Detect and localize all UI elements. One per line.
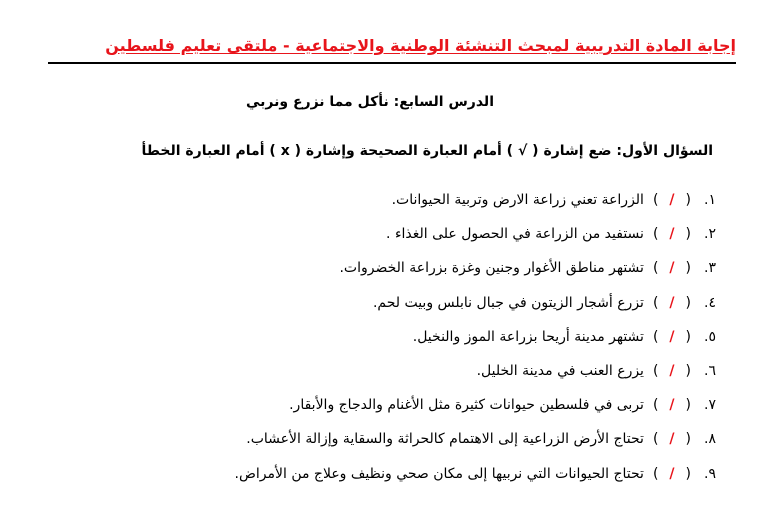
answer-mark: / bbox=[669, 260, 675, 277]
item-number: ٩. bbox=[704, 465, 716, 482]
answer-box: (/) bbox=[652, 192, 692, 208]
statement-text: تشتهر مناطق الأغوار وجنين وغزة بزراعة الخضروات. bbox=[339, 260, 644, 277]
statement-text: تحتاج الحيوانات التي نربيها إلى مكان صحي ونظيف وعلاج من الأمراض. bbox=[234, 465, 644, 482]
page-header-title: إجابة المادة التدريبية لمبحث التنشئة الوطنية والاجتماعية - ملتقى تعليم فلسطين bbox=[105, 36, 736, 55]
statement-item-3 bbox=[235, 251, 716, 285]
answer-mark: / bbox=[669, 192, 675, 208]
item-number: ٢. bbox=[704, 226, 716, 243]
answer-box: (/) bbox=[652, 294, 692, 311]
answer-mark: / bbox=[669, 226, 675, 243]
answer-box: (/) bbox=[652, 260, 692, 277]
statement-item-8 bbox=[235, 422, 716, 456]
answer-mark: / bbox=[669, 362, 675, 379]
item-number: ٧. bbox=[704, 397, 716, 414]
lesson-title: الدرس السابع: نأكل مما نزرع ونربي bbox=[245, 94, 494, 110]
statement-item-2 bbox=[235, 217, 716, 251]
header-divider bbox=[48, 62, 736, 64]
statement-text: الزراعة تعني زراعة الارض وتربية الحيوانات. bbox=[391, 192, 644, 208]
item-number: ٨. bbox=[704, 431, 716, 448]
statement-text: نستفيد من الزراعة في الحصول على الغذاء . bbox=[386, 226, 644, 243]
item-number: ١. bbox=[704, 192, 716, 208]
answer-box: (/) bbox=[652, 431, 692, 448]
answer-box: (/) bbox=[652, 362, 692, 379]
statement-item-7 bbox=[235, 388, 716, 422]
statement-text: تحتاج الأرض الزراعية إلى الاهتمام كالحراثة والسقاية وإزالة الأعشاب. bbox=[246, 431, 644, 448]
statement-text: تربى في فلسطين حيوانات كثيرة مثل الأغنام والدجاج والأبقار. bbox=[289, 397, 644, 414]
item-number: ٥. bbox=[704, 328, 716, 345]
answer-mark: / bbox=[669, 465, 675, 482]
answer-mark: / bbox=[669, 431, 675, 448]
statement-text: تزرع أشجار الزيتون في جبال نابلس وبيت لحم. bbox=[372, 294, 644, 311]
statement-item-1 bbox=[235, 183, 716, 217]
statement-text: تشتهر مدينة أريحا بزراعة الموز والنخيل. bbox=[412, 328, 644, 345]
answer-mark: / bbox=[669, 294, 675, 311]
item-number: ٤. bbox=[704, 294, 716, 311]
answer-mark: / bbox=[669, 397, 675, 414]
statement-item-4 bbox=[235, 286, 716, 320]
answer-box: (/) bbox=[652, 465, 692, 482]
statement-text: يزرع العنب في مدينة الخليل. bbox=[476, 362, 644, 379]
item-number: ٦. bbox=[704, 362, 716, 379]
statement-list bbox=[235, 183, 716, 491]
statement-item-5 bbox=[235, 320, 716, 354]
statement-item-6 bbox=[235, 354, 716, 388]
statement-item-9 bbox=[235, 457, 716, 491]
item-number: ٣. bbox=[704, 260, 716, 277]
answer-mark: / bbox=[669, 328, 675, 345]
answer-box: (/) bbox=[652, 328, 692, 345]
answer-box: (/) bbox=[652, 397, 692, 414]
answer-box: (/) bbox=[652, 226, 692, 243]
question-instruction: السؤال الأول: ضع إشارة ( √ ) أمام العبارة الصحيحة وإشارة ( x ) أمام العبارة الخطأ bbox=[141, 143, 713, 159]
